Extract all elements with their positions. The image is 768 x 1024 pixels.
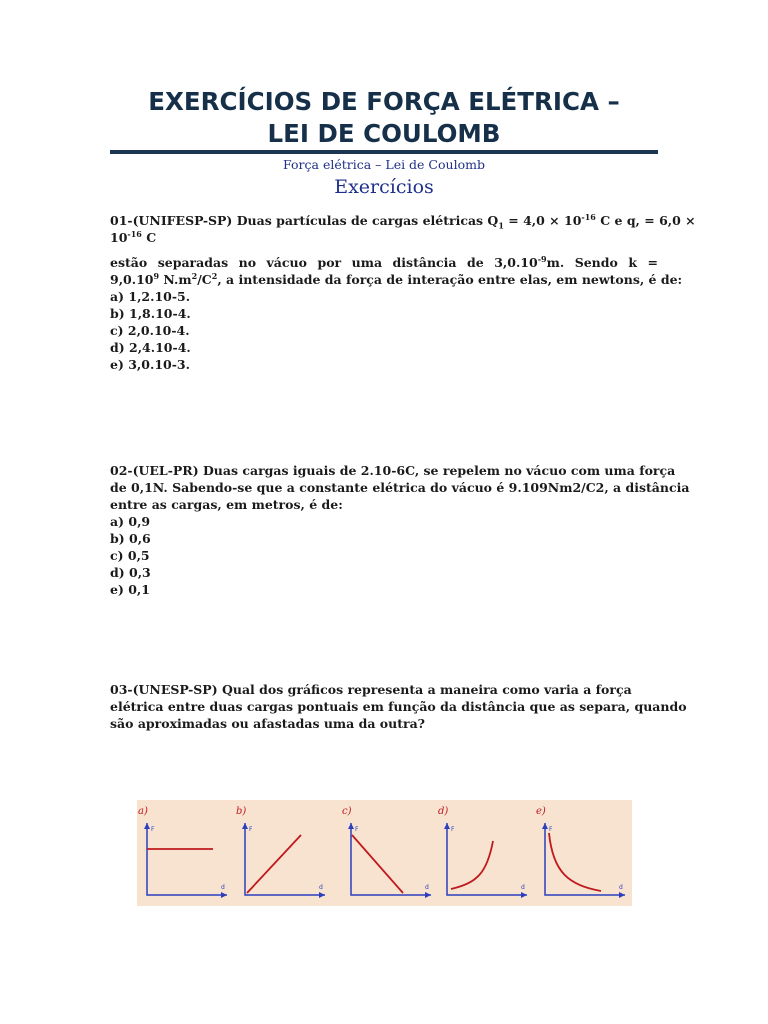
option-1c: c) 2,0.10-4. — [110, 323, 190, 338]
y-axis-label-d: F — [451, 826, 455, 833]
question-2-line-2: de 0,1N. Sabendo-se que a constante elétrica do vácuo é 9.109Nm2/C2, a distância — [110, 480, 690, 495]
question-1-line-4: 9,0.10$^9$ $N.m^2/C^2$, a intensidade da força de interação entre elas, em newtons, é de: — [110, 270, 683, 287]
title-line-1: EXERCÍCIOS DE FORÇA ELÉTRICA – — [148, 87, 620, 116]
option-1a: a) 1,2.10-5. — [110, 289, 191, 304]
question-1 — [110, 211, 696, 246]
y-axis-label-b: F — [249, 826, 253, 833]
graph-curve-e — [549, 833, 601, 891]
axes-b — [245, 823, 325, 895]
panel-label-b: b) — [236, 806, 247, 817]
panel-label-c: c) — [342, 806, 352, 817]
option-2e: e) 0,1 — [110, 582, 150, 597]
title-divider — [110, 150, 658, 154]
panel-label-d: d) — [438, 806, 449, 817]
question-2-line-3: entre as cargas, em metros, é de: — [110, 497, 343, 512]
option-1e: e) 3,0.10-3. — [110, 357, 190, 372]
graph-curve-c — [352, 835, 403, 893]
axes-a — [147, 823, 227, 895]
graph-curve-b — [247, 835, 301, 893]
graph-curve-d — [451, 841, 493, 889]
x-axis-label-d: d — [521, 884, 525, 891]
page-title — [110, 86, 658, 150]
question-1-line-3: estão separadas no vácuo por uma distância de $3,0.10^{-9}m$. Sendo k = — [110, 253, 658, 270]
axes-d — [447, 823, 527, 895]
force-distance-graphs-figure — [137, 800, 632, 906]
option-2c: c) 0,5 — [110, 548, 150, 563]
x-arrow-c — [425, 892, 431, 898]
axes-c — [351, 823, 431, 895]
title-line-2: LEI DE COULOMB — [267, 119, 501, 148]
question-1-line-1: 01-(UNIFESP-SP) Duas partículas de cargas elétricas $Q_1 = 4,0 \times 10^{-16}$ C e q, = 6,0 × — [110, 211, 696, 231]
x-arrow-b — [319, 892, 325, 898]
section-heading: Exercícios — [334, 176, 434, 198]
axes-e — [545, 823, 625, 895]
option-2a: a) 0,9 — [110, 514, 151, 529]
y-arrow-c — [348, 823, 354, 829]
y-arrow-b — [242, 823, 248, 829]
panel-label-e: e) — [536, 806, 546, 817]
question-1-body — [110, 253, 683, 373]
question-1-line-2: $10^{-16}$ C — [110, 228, 157, 245]
x-axis-label-e: d — [619, 884, 623, 891]
question-3-line-2: elétrica entre duas cargas pontuais em função da distância que as separa, quando — [110, 699, 687, 714]
option-1b: b) 1,8.10-4. — [110, 306, 191, 321]
subtitle: Força elétrica – Lei de Coulomb — [283, 157, 485, 172]
question-3-line-1: 03-(UNESP-SP) Qual dos gráficos representa a maneira como varia a força — [110, 682, 632, 697]
y-arrow-e — [542, 823, 548, 829]
panel-label-a: a) — [138, 806, 148, 817]
option-2b: b) 0,6 — [110, 531, 151, 546]
y-axis-label-c: F — [355, 826, 359, 833]
x-arrow-e — [619, 892, 625, 898]
y-arrow-d — [444, 823, 450, 829]
x-axis-label-c: d — [425, 884, 429, 891]
option-1d: d) 2,4.10-4. — [110, 340, 191, 355]
graphs-svg — [137, 800, 632, 906]
option-2d: d) 0,3 — [110, 565, 151, 580]
y-axis-label-e: F — [549, 826, 553, 833]
x-axis-label-a: d — [221, 884, 225, 891]
y-arrow-a — [144, 823, 150, 829]
y-axis-label-a: F — [151, 826, 155, 833]
question-2 — [110, 462, 690, 598]
x-arrow-a — [221, 892, 227, 898]
question-3 — [110, 681, 687, 732]
x-axis-label-b: d — [319, 884, 323, 891]
x-arrow-d — [521, 892, 527, 898]
question-2-line-1: 02-(UEL-PR) Duas cargas iguais de 2.10-6C, se repelem no vácuo com uma força — [110, 463, 676, 478]
question-3-line-3: são aproximadas ou afastadas uma da outra? — [110, 716, 426, 731]
